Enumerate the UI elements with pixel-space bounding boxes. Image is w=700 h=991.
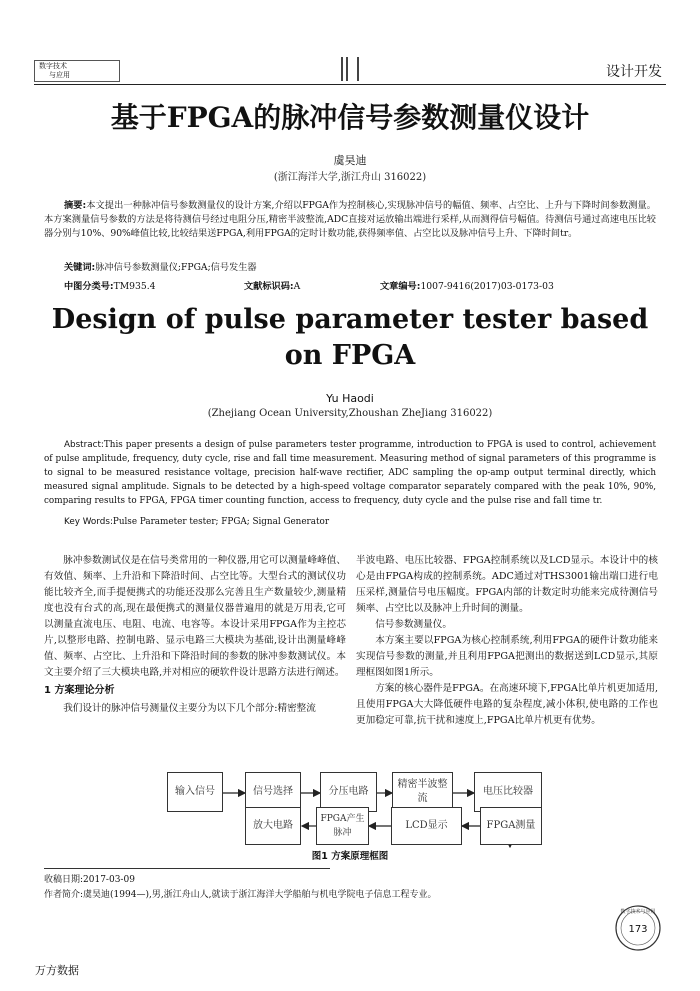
flow-box-voltage-divider: 分压电路 (320, 772, 377, 812)
flow-box-amplifier: 放大电路 (245, 807, 301, 845)
body-left-paragraph-1: 脉冲参数测试仪是在信号类常用的一种仪器,用它可以测量峰峰值、有效值、频率、上升沿和下降沿时间、占空比等。大型台式的测试仪功能比较齐全,而手提便携式的功能还没那么完善且生产数量较少,测量精度也没有台式的高,现在最便携式的测量仪器普遍用的就是万用表,它可以测量直流电压、电阻、电流、电容等。本设计采用FPGA作为主控芯片,以整形电路、控制电路、显示电路三大模块为基础,设计出测量峰峰值、频率、占空比、上升沿和下降沿时间的参数的脉冲参数测试仪。本文主要介绍了三大模块电路,并对相应的硬软件设计思路方法进行阐述。 (44, 555, 346, 678)
body-left-paragraph-2: 我们设计的脉冲信号测量仪主要分为以下几个部分:精密整流 (63, 703, 316, 714)
body-right-paragraph-3: 本方案主要以FPGA为核心控制系统,利用FPGA的硬件计数功能来实现信号参数的测量,并且利用FPGA把测出的数据送到LCD显示,其原理框图如图1所示。 (356, 635, 658, 678)
title-cn: 基于FPGA的脉冲信号参数测量仪设计 (110, 101, 590, 134)
seal-text: 数字技术与应用 (620, 909, 656, 915)
section-label: 设计开发 (606, 64, 662, 80)
affiliation-en: (Zhejiang Ocean University,Zhoushan ZheJiang 316022) (207, 408, 493, 419)
abstract-en-text: This paper presents a design of pulse parameters tester programme, introduction to FPGA is used to control, achievement of pulse amplitude, frequency, duty cycle, rise and fall time measurement. Measuring method of signal parameters of this programme is to signal to be measured resistance voltage, precision half-wave rectifier, ADC sampling the op-amp output terminal directly, which measured signal amplitude. Signals to be detected by a high-speed voltage comparator separately compared with the peak 10%, 90%, comparing results to FPGA, FPGA timer counting function, access to frequency, duty cycle and the pulse rise and fall time tr. (44, 440, 656, 506)
flow-box-lcd-display: LCD显示 (391, 807, 462, 845)
watermark: 万方数据 (35, 964, 79, 977)
flow-box-precision-rectifier: 精密半波整流 (392, 772, 453, 812)
keywords-en-label: Key Words: (64, 517, 113, 527)
flow-box-fpga-measure: FPGA测量 (480, 807, 542, 845)
document-code: 文献标识码:A (244, 281, 301, 292)
flow-box-fpga-pulse: FPGA产生脉冲 (316, 807, 369, 845)
abstract-en-label: Abstract: (64, 440, 104, 450)
body-right-paragraph-1: 半波电路、电压比较器、FPGA控制系统以及LCD显示。本设计中的核心是由FPGA构成的控制系统。ADC通过对THS3001输出端口进行电压采样,测量信号电压幅度。FPGA内部的计数定时功能来完成待测信号频率、占空比以及脉冲上升时间的测量。 (356, 555, 658, 614)
title-en-text: Design of pulse parameter tester based on FPGA (51, 304, 649, 371)
author-en: Yu Haodi (326, 392, 374, 405)
footnote-rule (44, 868, 330, 869)
clc-number: 中图分类号:TM935.4 (64, 281, 156, 292)
journal-logo-line1: 数字技术 (39, 62, 67, 70)
abstract-cn-label: 摘要: (64, 200, 87, 211)
keywords-cn-text: 脉冲信号参数测量仪;FPGA;信号发生器 (95, 262, 257, 273)
body-right-paragraph-2: 信号参数测量仪。 (375, 619, 452, 630)
abstract-cn-text: 本文提出一种脉冲信号参数测量仪的设计方案,介绍以FPGA作为控制核心,实现脉冲信号的幅值、频率、占空比、上升与下降时间参数测量。本方案测量信号参数的方法是将待测信号经过电阻分压,精密半波整流,ADC直接对运放输出端进行采样,从而测得信号幅值。待测信号通过高速电压比较器分别与10%、90%峰值比较,比较结果送FPGA,利用FPGA的定时计数功能,获得频率值、占空比以及脉冲信号上升、下降时间tr。 (44, 200, 656, 239)
journal-logo-line2: 与应用 (49, 71, 70, 79)
flow-box-input-signal: 输入信号 (167, 772, 223, 812)
section-heading-1: 1 方案理论分析 (44, 685, 115, 696)
flow-box-signal-select: 信号选择 (245, 772, 301, 812)
keywords-cn-label: 关键词: (64, 262, 96, 273)
author-cn: 虞昊迪 (333, 154, 367, 167)
flow-box-voltage-comparator: 电压比较器 (474, 772, 542, 812)
body-right-paragraph-4: 方案的核心器件是FPGA。在高速环境下,FPGA比单片机更加适用,且使用FPGA大大降低硬件电路的复杂程度,减小体积,使电路的工作也更加稳定可靠,抗干扰和速度上,FPGA比单片机更有优势。 (356, 683, 658, 726)
page-number-seal (614, 904, 662, 952)
figure-caption: 图1 方案原理框图 (311, 851, 389, 862)
footnote-author-bio: 作者简介:虞昊迪(1994—),男,浙江舟山人,就读于浙江海洋大学船舶与机电学院电子信息工程专业。 (44, 890, 437, 900)
affiliation-cn: (浙江海洋大学,浙江舟山 316022) (273, 172, 427, 183)
footnote-received: 收稿日期:2017-03-09 (44, 875, 135, 885)
keywords-en-text: Pulse Parameter tester; FPGA; Signal Generator (112, 517, 330, 527)
article-number: 文章编号:1007-9416(2017)03-0173-03 (380, 281, 554, 292)
page-number: 173 (628, 924, 648, 935)
